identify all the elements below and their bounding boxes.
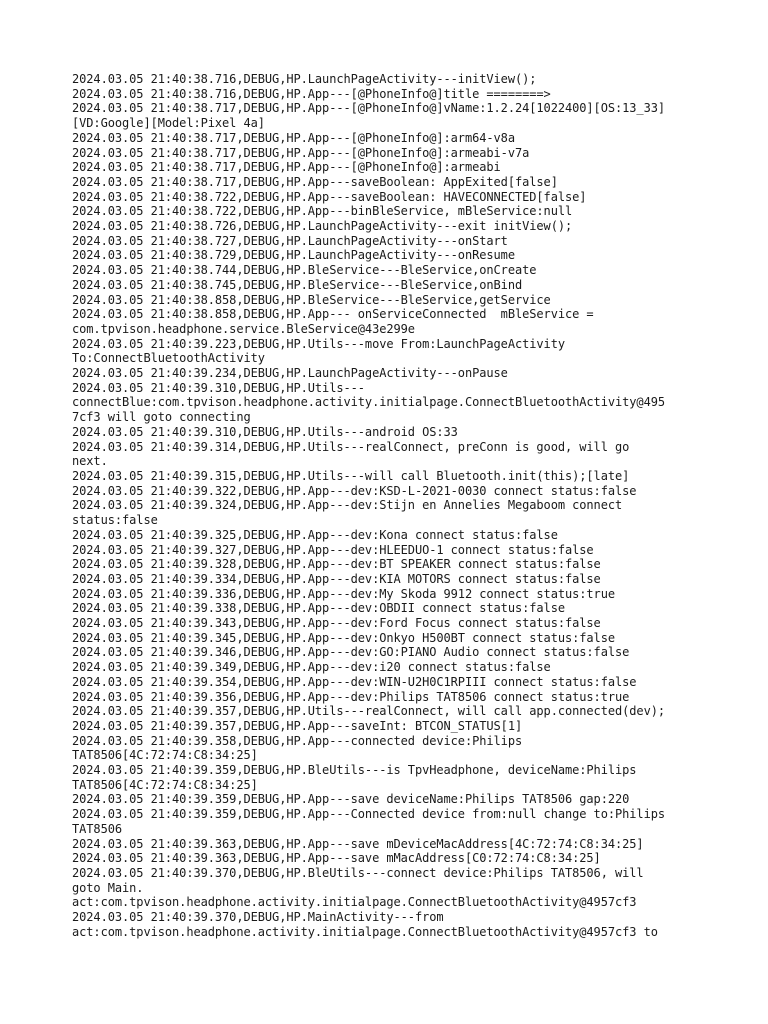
log-line: 2024.03.05 21:40:39.310,DEBUG,HP.Utils---android OS:33: [72, 424, 458, 439]
log-line: 2024.03.05 21:40:38.716,DEBUG,HP.LaunchPageActivity---initView();: [72, 72, 537, 86]
log-line: 2024.03.05 21:40:39.359,DEBUG,HP.App---Connected device from:null change to:Philips: [72, 807, 666, 822]
log-line: 2024.03.05 21:40:39.363,DEBUG,HP.App---save mDeviceMacAddress[4C:72:74:C8:34:25]: [72, 836, 644, 851]
log-line: 2024.03.05 21:40:38.717,DEBUG,HP.App---[@PhoneInfo@]vName:1.2.24[1022400][OS:13_33]: [72, 101, 666, 116]
log-line: 2024.03.05 21:40:39.327,DEBUG,HP.App---dev:HLEEDUO-1 connect status:false: [72, 542, 594, 557]
log-line: 2024.03.05 21:40:39.234,DEBUG,HP.LaunchPageActivity---onPause: [72, 366, 508, 381]
log-line: com.tpvison.headphone.service.BleService@43e299e: [72, 321, 415, 336]
log-line: 2024.03.05 21:40:39.349,DEBUG,HP.App---dev:i20 connect status:false: [72, 660, 551, 675]
log-line: 2024.03.05 21:40:38.722,DEBUG,HP.App---binBleService, mBleService:null: [72, 204, 573, 219]
log-line: 2024.03.05 21:40:39.370,DEBUG,HP.MainActivity---from: [72, 910, 444, 925]
log-line: 2024.03.05 21:40:38.717,DEBUG,HP.App---[@PhoneInfo@]:armeabi-v7a: [72, 145, 530, 160]
log-line: 2024.03.05 21:40:38.729,DEBUG,HP.LaunchPageActivity---onResume: [72, 248, 515, 263]
log-line: act:com.tpvison.headphone.activity.initialpage.ConnectBluetoothActivity@4957cf3 to: [72, 924, 658, 939]
log-line: 2024.03.05 21:40:39.356,DEBUG,HP.App---dev:Philips TAT8506 connect status:true: [72, 689, 630, 704]
log-line: 2024.03.05 21:40:38.745,DEBUG,HP.BleService---BleService,onBind: [72, 277, 523, 292]
log-line: next.: [72, 454, 108, 469]
log-line: 2024.03.05 21:40:39.358,DEBUG,HP.App---connected device:Philips: [72, 733, 523, 748]
log-line: 2024.03.05 21:40:39.325,DEBUG,HP.App---dev:Kona connect status:false: [72, 527, 558, 542]
log-line: 2024.03.05 21:40:39.322,DEBUG,HP.App---dev:KSD-L-2021-0030 connect status:false: [72, 483, 637, 498]
log-line: 2024.03.05 21:40:38.726,DEBUG,HP.LaunchPageActivity---exit initView();: [72, 219, 573, 234]
log-line: 2024.03.05 21:40:39.343,DEBUG,HP.App---dev:Ford Focus connect status:false: [72, 616, 601, 631]
log-line: To:ConnectBluetoothActivity: [72, 351, 265, 366]
log-line: 2024.03.05 21:40:39.354,DEBUG,HP.App---dev:WIN-U2H0C1RPIII connect status:false: [72, 674, 637, 689]
log-line: 2024.03.05 21:40:38.717,DEBUG,HP.App---[@PhoneInfo@]:armeabi: [72, 160, 501, 175]
log-line: 2024.03.05 21:40:38.717,DEBUG,HP.App---[@PhoneInfo@]:arm64-v8a: [72, 130, 515, 145]
log-line: 2024.03.05 21:40:38.727,DEBUG,HP.LaunchPageActivity---onStart: [72, 233, 508, 248]
log-line: goto Main.: [72, 880, 144, 895]
log-line: 2024.03.05 21:40:39.310,DEBUG,HP.Utils---: [72, 380, 365, 395]
log-line: connectBlue:com.tpvison.headphone.activity.initialpage.ConnectBluetoothActivity@495: [72, 395, 666, 410]
log-line: 2024.03.05 21:40:39.223,DEBUG,HP.Utils---move From:LaunchPageActivity: [72, 336, 565, 351]
log-line: 2024.03.05 21:40:39.359,DEBUG,HP.BleUtils---is TpvHeadphone, deviceName:Philips: [72, 763, 637, 778]
log-line: TAT8506[4C:72:74:C8:34:25]: [72, 748, 258, 763]
log-line: 2024.03.05 21:40:38.717,DEBUG,HP.App---saveBoolean: AppExited[false]: [72, 174, 558, 189]
log-line: act:com.tpvison.headphone.activity.initialpage.ConnectBluetoothActivity@4957cf3: [72, 895, 637, 910]
log-line: 2024.03.05 21:40:38.744,DEBUG,HP.BleService---BleService,onCreate: [72, 263, 537, 278]
log-line: 2024.03.05 21:40:39.359,DEBUG,HP.App---save deviceName:Philips TAT8506 gap:220: [72, 792, 630, 807]
log-line: 2024.03.05 21:40:38.716,DEBUG,HP.App---[@PhoneInfo@]title ========>: [72, 86, 551, 101]
log-line: 2024.03.05 21:40:39.324,DEBUG,HP.App---dev:Stijn en Annelies Megaboom connect: [72, 498, 623, 513]
log-line: 2024.03.05 21:40:39.328,DEBUG,HP.App---dev:BT SPEAKER connect status:false: [72, 557, 601, 572]
log-line: 2024.03.05 21:40:39.370,DEBUG,HP.BleUtils---connect device:Philips TAT8506, will: [72, 865, 644, 880]
log-line: 2024.03.05 21:40:38.858,DEBUG,HP.BleService---BleService,getService: [72, 292, 551, 307]
log-line: 2024.03.05 21:40:39.338,DEBUG,HP.App---dev:OBDII connect status:false: [72, 601, 565, 616]
log-line: 2024.03.05 21:40:39.345,DEBUG,HP.App---dev:Onkyo H500BT connect status:false: [72, 630, 615, 645]
log-line: status:false: [72, 513, 158, 528]
log-document: [72, 72, 702, 939]
log-line: 2024.03.05 21:40:39.314,DEBUG,HP.Utils---realConnect, preConn is good, will go: [72, 439, 630, 454]
log-line: 2024.03.05 21:40:39.357,DEBUG,HP.App---saveInt: BTCON_STATUS[1]: [72, 718, 523, 733]
log-line: 2024.03.05 21:40:39.315,DEBUG,HP.Utils---will call Bluetooth.init(this);[late]: [72, 468, 630, 483]
log-line: 2024.03.05 21:40:38.722,DEBUG,HP.App---saveBoolean: HAVECONNECTED[false]: [72, 189, 587, 204]
log-line: TAT8506: [72, 821, 123, 836]
log-line: 2024.03.05 21:40:39.334,DEBUG,HP.App---dev:KIA MOTORS connect status:false: [72, 571, 601, 586]
log-line: [VD:Google][Model:Pixel 4a]: [72, 116, 265, 131]
log-body: [72, 72, 702, 939]
log-line: 2024.03.05 21:40:39.363,DEBUG,HP.App---save mMacAddress[C0:72:74:C8:34:25]: [72, 851, 601, 866]
log-line: 2024.03.05 21:40:39.357,DEBUG,HP.Utils---realConnect, will call app.connected(dev);: [72, 704, 666, 719]
log-line: 2024.03.05 21:40:38.858,DEBUG,HP.App--- onServiceConnected mBleService =: [72, 307, 594, 322]
log-line: 2024.03.05 21:40:39.346,DEBUG,HP.App---dev:GO:PIANO Audio connect status:false: [72, 645, 630, 660]
log-line: 7cf3 will goto connecting: [72, 410, 251, 425]
log-line: 2024.03.05 21:40:39.336,DEBUG,HP.App---dev:My Skoda 9912 connect status:true: [72, 586, 615, 601]
log-line: TAT8506[4C:72:74:C8:34:25]: [72, 777, 258, 792]
